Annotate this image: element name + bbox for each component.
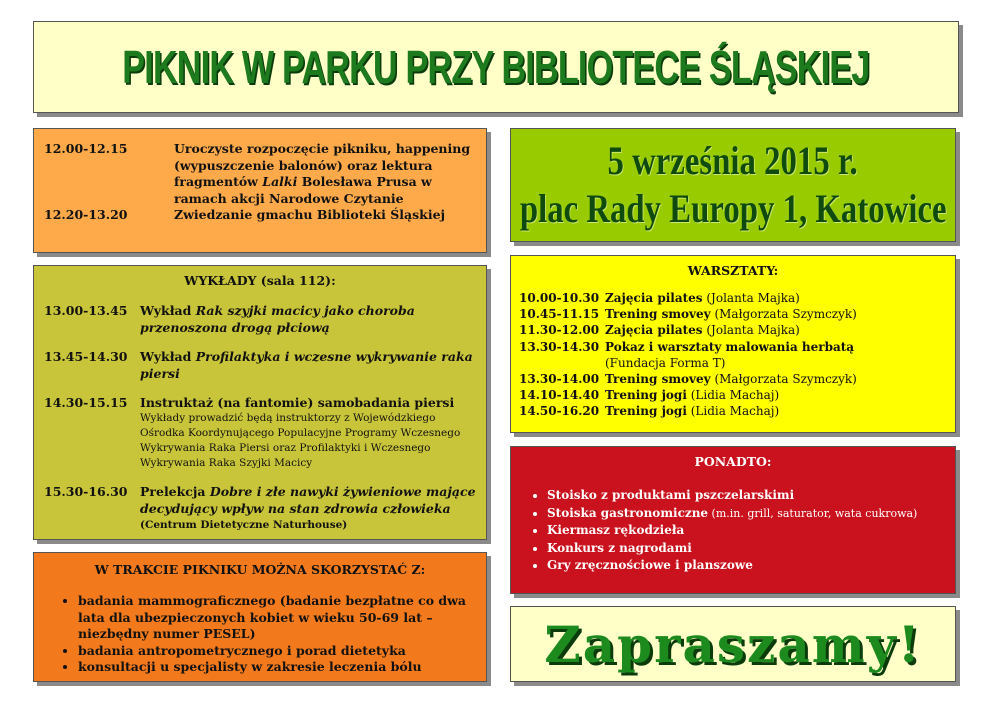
workshop-row	[519, 355, 947, 371]
event-place: plac Rady Europy 1, Katowice	[519, 186, 947, 231]
workshop-desc	[605, 403, 947, 419]
ponadto-box	[510, 446, 956, 594]
workshop-time	[519, 355, 605, 371]
workshop-instructor: (Lidia Machaj)	[686, 404, 780, 419]
opening-desc-text: Uroczyste rozpoczęcie pikniku, happening (wypuszczenie balonów) oraz lektura fragmentów	[174, 141, 471, 189]
lecture-title: Dobre i złe nawyki żywieniowe mające decydujący wpływ na stan zdrowia człowieka	[140, 484, 476, 516]
workshop-desc	[605, 371, 947, 387]
workshop-time: 14.50-16.20	[519, 404, 600, 419]
workshop-row	[519, 403, 947, 419]
title-banner	[33, 21, 959, 113]
options-box	[33, 552, 487, 682]
workshop-time: 13.30-14.00	[519, 372, 600, 387]
opening-schedule-box	[33, 128, 487, 253]
page-title: PIKNIK W PARKU PRZY BIBLIOTECE ŚLĄSKIEJ	[122, 41, 870, 93]
workshop-name: Zajęcia pilates	[605, 291, 703, 305]
opening-desc-italic: Lalki	[262, 174, 298, 189]
lecture-title: Profilaktyka i wczesne wykrywanie raka piersi	[140, 349, 473, 381]
ponadto-item-main: Stoisko z produktami pszczelarskimi	[547, 488, 795, 502]
workshop-instructor: (Fundacja Forma T)	[605, 355, 726, 370]
workshop-row	[519, 339, 947, 355]
lecture-organizer: (Centrum Dietetyczne Naturhouse)	[140, 519, 348, 531]
workshop-row	[519, 306, 947, 322]
workshop-name: Trening jogi	[605, 404, 687, 419]
ponadto-item-extra: (m.in. grill, saturator, wata cukrowa)	[708, 506, 918, 520]
workshops-list	[519, 290, 947, 420]
opening-time: 12.20-13.20	[44, 207, 128, 222]
opening-row	[44, 207, 476, 224]
workshops-heading: WARSZTATY:	[687, 263, 779, 278]
workshop-desc	[605, 355, 947, 371]
ponadto-list	[521, 487, 945, 575]
workshop-name: Trening smovey	[605, 372, 711, 387]
ponadto-item-main: Konkurs z nagrodami	[547, 540, 692, 555]
lecture-title: Rak szyjki macicy jako choroba przenoszona drogą płciową	[140, 303, 415, 335]
lecture-prefix: Wykład	[140, 303, 196, 318]
list-item: • konsultacji u specjalisty w zakresie leczenia bólu	[78, 659, 474, 676]
lecture-desc	[140, 302, 476, 336]
lecture-desc	[140, 483, 476, 534]
list-item	[547, 557, 945, 575]
workshop-desc	[605, 322, 947, 338]
list-item	[547, 505, 945, 523]
options-list	[46, 593, 474, 676]
workshop-time: 10.00-10.30	[519, 291, 600, 305]
lecture-note: Wykłady prowadzić będą instruktorzy z Wojewódzkiego Ośrodka Koordynującego Populacyjne Programy Wczesnego Wykrywania Raka Piersi oraz Profilaktyki i Wczesnego Wykrywania Raka Szyjki Macicy	[140, 412, 461, 469]
opening-desc-text: Zwiedzanie gmachu Biblioteki Śląskiej	[174, 207, 446, 222]
workshop-desc	[605, 339, 947, 355]
workshop-desc	[605, 290, 947, 306]
opening-time: 12.00-12.15	[44, 141, 128, 156]
lecture-desc	[140, 348, 476, 382]
opening-desc-text: Bolesława Prusa w ramach akcji Narodowe Czytanie	[174, 174, 432, 206]
lecture-row	[44, 348, 476, 382]
ponadto-item-main: Gry zręcznościowe i planszowe	[547, 558, 753, 572]
workshop-name: Pokaz i warsztaty malowania herbatą	[605, 339, 855, 354]
workshop-row	[519, 322, 947, 338]
lecture-time: 14.30-15.15	[44, 395, 128, 410]
workshop-instructor: (Jolanta Majka)	[702, 291, 800, 305]
workshop-row	[519, 290, 947, 306]
workshop-instructor: (Jolanta Majka)	[702, 323, 800, 338]
list-item	[547, 540, 945, 558]
workshop-time: 11.30-12.00	[519, 323, 600, 338]
invite-banner	[510, 606, 956, 682]
lecture-desc	[140, 394, 476, 471]
ponadto-item-main: Stoiska gastronomiczne	[547, 505, 709, 520]
lecture-row	[44, 483, 476, 534]
workshop-row	[519, 387, 947, 403]
date-place-box	[510, 128, 956, 242]
lectures-box	[33, 265, 487, 540]
lecture-prefix: Prelekcja	[140, 484, 210, 499]
workshops-box	[510, 255, 956, 433]
workshop-row	[519, 371, 947, 387]
workshop-instructor: (Lidia Machaj)	[686, 388, 780, 403]
event-date: 5 września 2015 r.	[607, 138, 859, 183]
workshop-time: 14.10-14.40	[519, 388, 600, 403]
workshop-time: 13.30-14.30	[519, 339, 600, 354]
lecture-prefix: Wykład	[140, 349, 196, 364]
ponadto-heading: PONADTO:	[694, 454, 772, 469]
workshop-time: 10.45-11.15	[519, 307, 600, 322]
list-item	[547, 522, 945, 540]
lectures-heading: WYKŁADY (sala 112):	[184, 273, 336, 288]
list-item: • badania mammograficznego (badanie bezpłatne co dwa lata dla ubezpieczonych kobiet w wieku 50-69 lat – niezbędny numer PESEL)	[78, 593, 474, 643]
options-heading: W TRAKCIE PIKNIKU MOŻNA SKORZYSTAĆ Z:	[94, 562, 426, 577]
lecture-row	[44, 302, 476, 336]
workshop-desc	[605, 387, 947, 403]
ponadto-item-main: Kiermasz rękodzieła	[547, 523, 685, 537]
workshop-name: Zajęcia pilates	[605, 323, 703, 338]
lecture-time: 13.45-14.30	[44, 349, 128, 364]
workshop-desc	[605, 306, 947, 322]
workshop-name: Trening smovey	[605, 307, 711, 322]
workshop-instructor: (Małgorzata Szymczyk)	[710, 307, 857, 322]
lecture-time: 15.30-16.30	[44, 484, 128, 499]
lecture-prefix: Instruktaż (na fantomie) samobadania piersi	[140, 395, 455, 410]
list-item	[547, 487, 945, 505]
opening-desc	[174, 207, 476, 224]
opening-desc	[174, 141, 476, 207]
lecture-time: 13.00-13.45	[44, 303, 128, 318]
list-item: • badania antropometrycznego i porad dietetyka	[78, 643, 474, 660]
invite-text: Zapraszamy!	[544, 614, 922, 674]
workshop-instructor: (Małgorzata Szymczyk)	[710, 372, 857, 387]
workshop-name: Trening jogi	[605, 388, 687, 403]
lecture-row	[44, 394, 476, 471]
opening-row	[44, 141, 476, 207]
